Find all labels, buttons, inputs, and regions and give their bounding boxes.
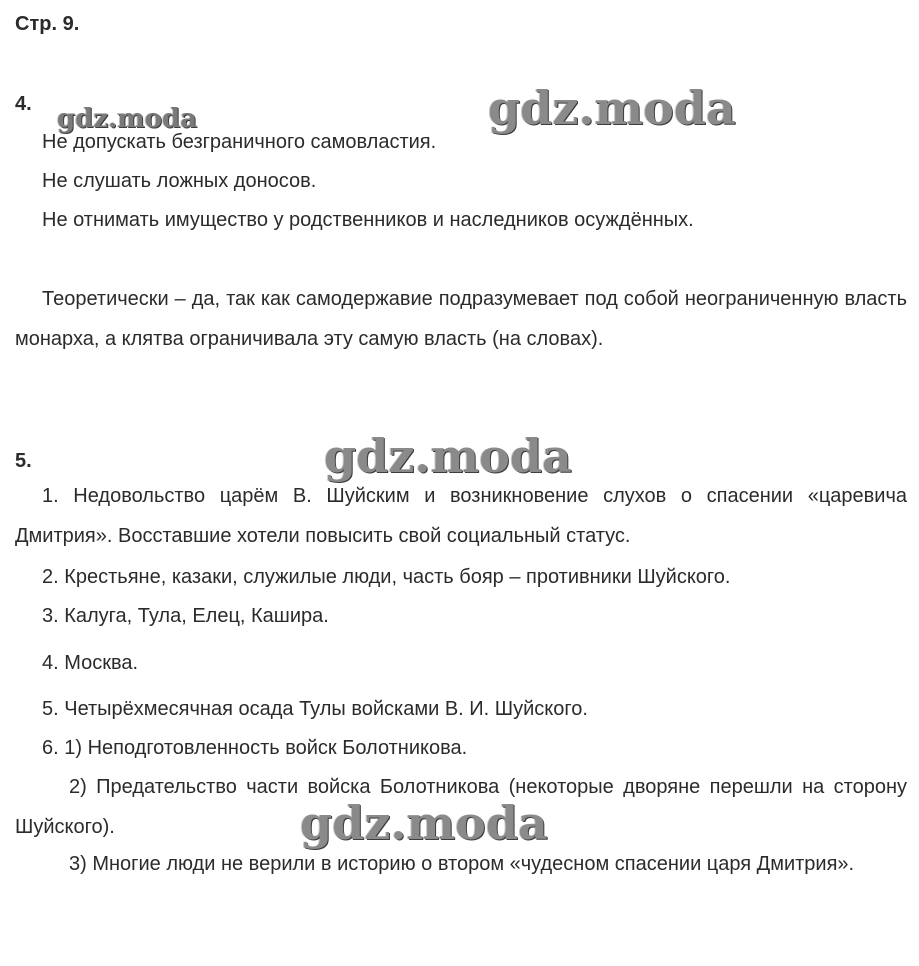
task-number-4: 4.	[15, 93, 32, 115]
task5-item-5: 5. Четырёхмесячная осада Тулы войсками В. И. Шуйского.	[42, 698, 588, 720]
task5-item-6-2: 2) Предательство части войска Болотникова (некоторые дворяне перешли на сторону Шуйского).	[15, 776, 907, 838]
watermark-logo-small: gdz.moda	[57, 104, 198, 134]
watermark-logo-2: gdz.moda	[324, 429, 572, 483]
task5-item-3: 3. Калуга, Тула, Елец, Кашира.	[42, 605, 329, 627]
task5-item-2: 2. Крестьяне, казаки, служилые люди, часть бояр – противники Шуйского.	[42, 566, 731, 588]
task4-line-3: Не отнимать имущество у родственников и наследников осуждённых.	[42, 209, 694, 231]
task4-line-1: Не допускать безграничного самовластия.	[42, 131, 437, 153]
task5-item-6-3: 3) Многие люди не верили в историю о втором «чудесном спасении царя Дмитрия».	[69, 853, 855, 875]
task5-item-1: 1. Недовольство царём В. Шуйским и возникновение слухов о спасении «царевича Дмитрия». Восставшие хотели повысить свой социальный статус.	[15, 485, 907, 547]
task5-item-6-1: 6. 1) Неподготовленность войск Болотникова.	[42, 737, 468, 759]
task-number-5: 5.	[15, 450, 32, 472]
watermark-logo-3: gdz.moda	[300, 796, 548, 850]
watermark-logo-1: gdz.moda	[488, 81, 736, 135]
task4-paragraph: Теоретически – да, так как самодержавие подразумевает под собой неограниченную власть монарха, а клятва ограничивала эту самую власть (на словах).	[15, 288, 907, 350]
page-header: Стр. 9.	[15, 13, 80, 35]
task4-line-2: Не слушать ложных доносов.	[42, 170, 317, 192]
task5-item-4: 4. Москва.	[42, 652, 139, 674]
